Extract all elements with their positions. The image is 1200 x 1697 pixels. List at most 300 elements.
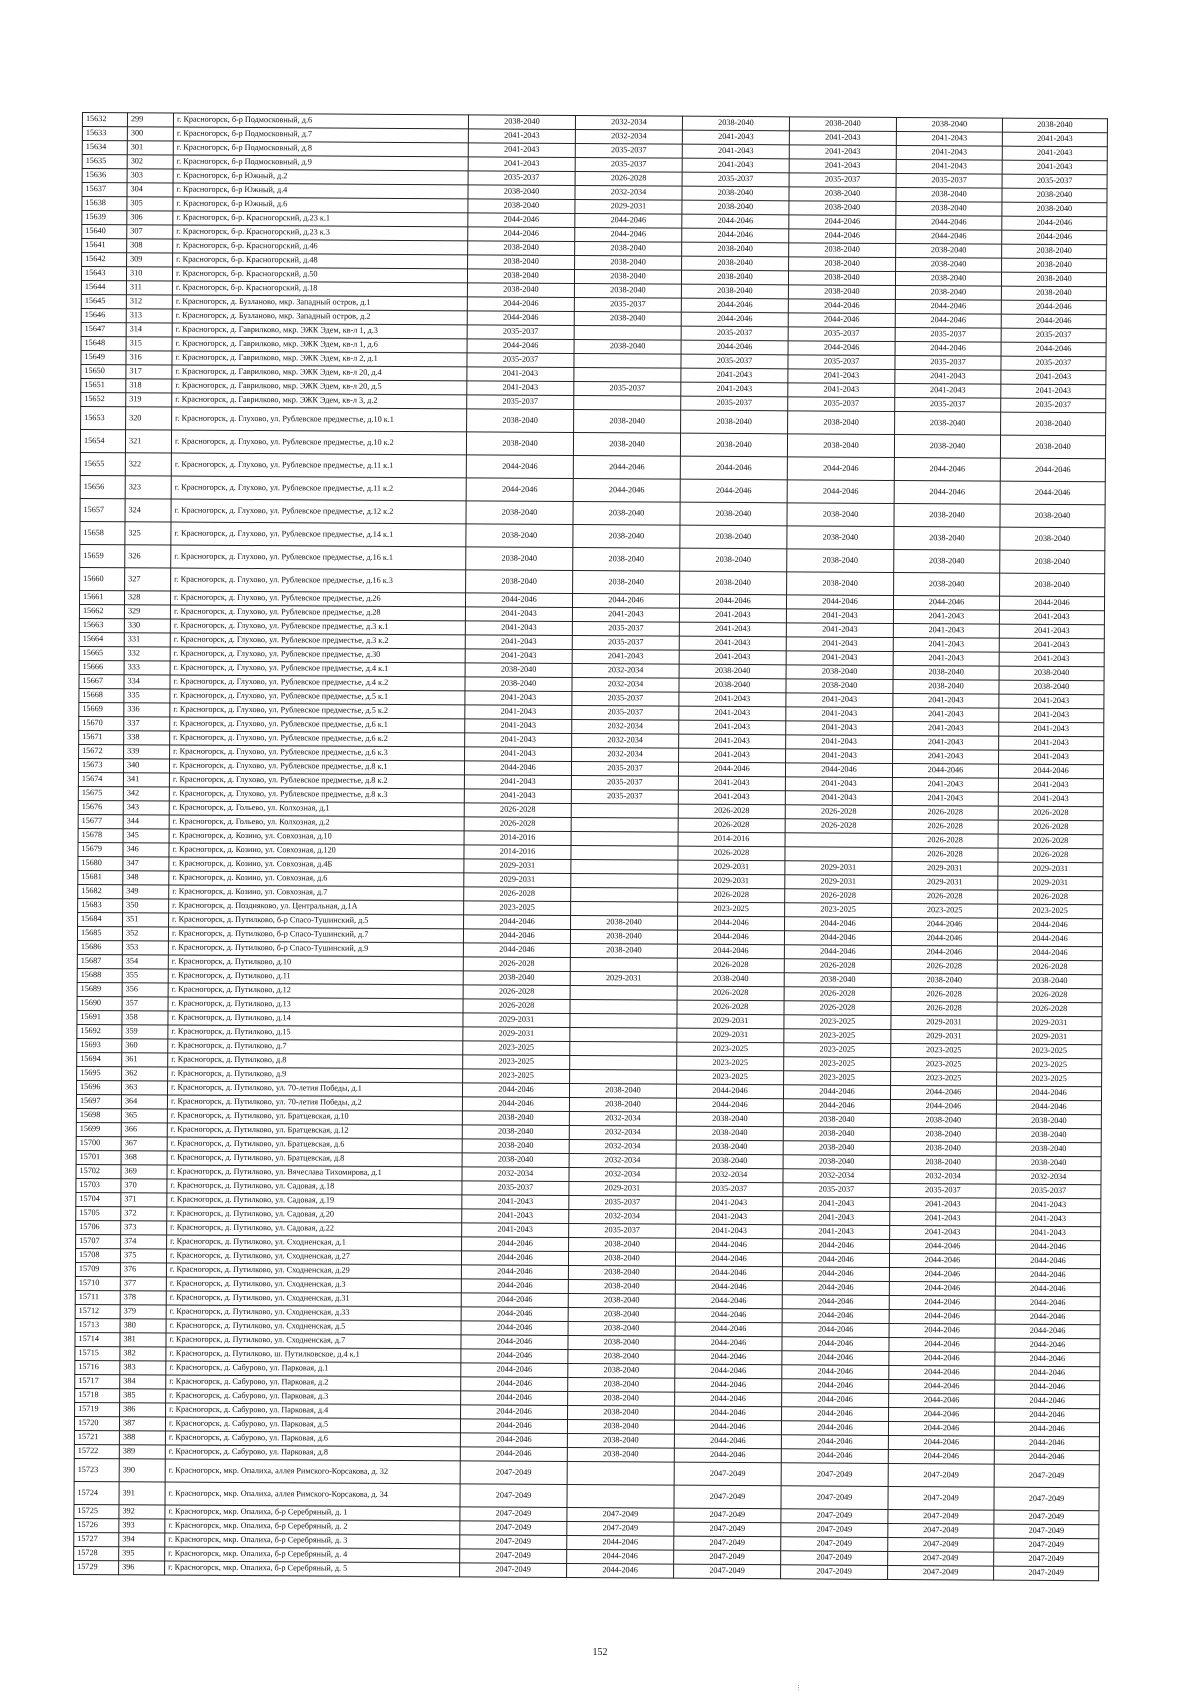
period-cell-5: 2044-2046: [888, 1435, 994, 1450]
period-cell-3: 2041-2043: [679, 706, 786, 721]
period-cell-2: 2038-2040: [573, 433, 680, 457]
period-cell-5: 2038-2040: [890, 1113, 996, 1128]
period-cell-2: [571, 832, 678, 847]
period-cell-3: 2038-2040: [682, 186, 789, 201]
row-id-cell: 15686: [77, 940, 122, 954]
period-cell-2: 2035-2037: [571, 762, 678, 777]
address-cell: г. Красногорск, д. Козино, ул. Совхозная, д.120: [169, 843, 464, 859]
address-cell: г. Красногорск, д. Путилково, д.14: [168, 1011, 463, 1027]
period-cell-1: 2029-2031: [464, 859, 571, 874]
period-cell-2: [571, 860, 678, 875]
period-cell-3: 2044-2046: [675, 1336, 782, 1351]
row-number-cell: 352: [122, 927, 168, 941]
row-id-cell: 15668: [79, 688, 124, 702]
row-number-cell: 380: [120, 1319, 166, 1333]
period-cell-5: 2038-2040: [890, 1141, 996, 1156]
address-cell: г. Красногорск, д. Путилково, д.15: [168, 1025, 463, 1041]
period-cell-4: 2038-2040: [783, 1141, 890, 1156]
row-number-cell: 356: [122, 983, 168, 997]
row-id-cell: 15698: [76, 1108, 121, 1122]
period-cell-4: 2029-2031: [785, 861, 892, 876]
row-id-cell: 15693: [77, 1038, 122, 1052]
period-cell-1: 2038-2040: [462, 1111, 569, 1126]
period-cell-2: 2029-2031: [570, 971, 677, 986]
period-cell-5: 2041-2043: [893, 707, 999, 722]
row-number-cell: 359: [122, 1025, 168, 1039]
address-cell: г. Красногорск, д. Глухово, ул. Рублевское предместье, д.4 к.2: [170, 675, 465, 691]
row-number-cell: 327: [125, 568, 171, 591]
row-id-cell: 15666: [79, 660, 124, 674]
period-cell-6: 2038-2040: [1002, 188, 1107, 203]
period-cell-4: 2038-2040: [789, 201, 896, 216]
period-cell-2: 2038-2040: [567, 1433, 674, 1448]
address-cell: г. Красногорск, д. Путилково, ул. Сходненская, д.3: [166, 1277, 461, 1293]
period-cell-3: 2047-2049: [674, 1564, 781, 1579]
address-cell: г. Красногорск, д. Путилково, д.13: [168, 997, 463, 1013]
address-cell: г. Красногорск, д. Глухово, ул. Рублевское предместье, д.5 к.1: [170, 689, 465, 705]
period-cell-5: 2035-2037: [890, 1183, 996, 1198]
period-cell-5: 2038-2040: [895, 411, 1001, 435]
period-cell-1: 2023-2025: [463, 1041, 570, 1056]
period-cell-1: 2038-2040: [467, 283, 574, 298]
period-cell-5: 2044-2046: [889, 1309, 995, 1324]
period-cell-5: 2044-2046: [889, 1295, 995, 1310]
row-number-cell: 320: [126, 407, 172, 430]
period-cell-4: 2041-2043: [783, 1197, 890, 1212]
period-cell-5: 2044-2046: [895, 299, 1001, 314]
period-cell-5: 2047-2049: [888, 1565, 994, 1580]
period-cell-6: 2038-2040: [999, 680, 1104, 695]
address-cell: г. Красногорск, д. Сабурово, ул. Парковая, д.2: [166, 1375, 461, 1391]
period-cell-3: 2026-2028: [678, 818, 785, 833]
period-cell-2: [570, 1027, 677, 1042]
address-cell: г. Красногорск, д. Глухово, ул. Рублевское предместье, д.14 к.1: [171, 522, 466, 547]
period-cell-4: 2026-2028: [784, 987, 891, 1002]
period-cell-4: 2044-2046: [782, 1309, 889, 1324]
period-cell-2: [571, 804, 678, 819]
row-id-cell: 15655: [80, 452, 125, 475]
period-cell-6: 2026-2028: [998, 848, 1103, 863]
address-cell: г. Красногорск, д. Гаврилково, мкр. ЭЖК Эдем, кв-л 1, д.3: [172, 323, 467, 339]
period-cell-4: 2044-2046: [786, 595, 893, 610]
period-cell-5: 2047-2049: [888, 1537, 994, 1552]
period-cell-1: 2047-2049: [460, 1549, 567, 1564]
period-cell-5: 2029-2031: [892, 875, 998, 890]
address-cell: г. Красногорск, д. Глухово, ул. Рублевское предместье, д.4 к.1: [170, 661, 465, 677]
address-cell: г. Красногорск, д. Глухово, ул. Рублевское предместье, д.3 к.2: [170, 633, 465, 649]
period-cell-3: 2038-2040: [682, 200, 789, 215]
period-cell-6: 2041-2043: [1002, 132, 1107, 147]
period-cell-5: 2038-2040: [894, 549, 1000, 573]
period-cell-6: 2044-2046: [995, 1352, 1100, 1367]
period-cell-1: 2038-2040: [466, 432, 573, 456]
period-cell-3: 2041-2043: [681, 368, 788, 383]
period-cell-1: 2041-2043: [465, 747, 572, 762]
row-id-cell: 15691: [77, 1010, 122, 1024]
row-id-cell: 15718: [75, 1388, 120, 1402]
period-cell-5: 2038-2040: [894, 434, 1000, 458]
period-cell-3: 2044-2046: [680, 456, 787, 480]
period-cell-6: 2044-2046: [995, 1338, 1100, 1353]
address-cell: г. Красногорск, б-р. Красногорский, д.18: [172, 281, 467, 297]
period-cell-4: 2044-2046: [782, 1365, 889, 1380]
address-cell: г. Красногорск, д. Козино, ул. Совхозная, д.4Б: [169, 857, 464, 873]
row-number-cell: 345: [123, 829, 169, 843]
period-cell-3: 2035-2037: [681, 326, 788, 341]
period-cell-1: 2041-2043: [465, 607, 572, 622]
period-cell-1: 2047-2049: [460, 1484, 567, 1508]
row-id-cell: 15700: [76, 1136, 121, 1150]
period-cell-1: 2044-2046: [467, 311, 574, 326]
period-cell-1: 2044-2046: [466, 455, 573, 479]
period-cell-6: 2038-2040: [996, 1156, 1101, 1171]
period-cell-4: 2044-2046: [788, 299, 895, 314]
period-cell-4: 2041-2043: [786, 623, 893, 638]
row-number-cell: 383: [120, 1361, 166, 1375]
period-cell-1: 2044-2046: [464, 761, 571, 776]
period-cell-2: 2038-2040: [568, 1265, 675, 1280]
period-cell-3: 2044-2046: [675, 1406, 782, 1421]
period-cell-6: 2026-2028: [998, 834, 1103, 849]
address-cell: г. Красногорск, д. Путилково, б-р Спасо-Тушинский, д.5: [169, 913, 464, 929]
row-number-cell: 299: [127, 113, 173, 127]
period-cell-6: 2044-2046: [995, 1310, 1100, 1325]
period-cell-6: 2044-2046: [1002, 216, 1107, 231]
period-cell-4: 2026-2028: [784, 1001, 891, 1016]
period-cell-3: 2047-2049: [674, 1462, 781, 1486]
period-cell-5: 2026-2028: [892, 805, 998, 820]
period-cell-4: 2044-2046: [783, 1239, 890, 1254]
address-cell: г. Красногорск, мкр. Опалиха, аллея Римского-Корсакова, д. 34: [165, 1482, 460, 1507]
address-cell: г. Красногорск, д. Гаврилково, мкр. ЭЖК Эдем, кв-л 1, д.6: [172, 337, 467, 353]
row-id-cell: 15653: [81, 406, 126, 429]
period-cell-5: 2026-2028: [892, 819, 998, 834]
period-cell-1: 2044-2046: [461, 1279, 568, 1294]
period-cell-1: 2026-2028: [464, 887, 571, 902]
period-cell-6: 2026-2028: [997, 1002, 1102, 1017]
period-cell-1: 2041-2043: [465, 649, 572, 664]
period-cell-5: 2041-2043: [892, 777, 998, 792]
period-cell-1: 2038-2040: [466, 524, 573, 548]
period-cell-4: 2047-2049: [781, 1486, 888, 1510]
period-cell-1: 2044-2046: [461, 1377, 568, 1392]
period-cell-6: 2041-2043: [999, 652, 1104, 667]
period-cell-2: 2038-2040: [573, 571, 680, 595]
period-cell-4: 2038-2040: [786, 679, 893, 694]
period-cell-2: [567, 1484, 674, 1508]
period-cell-3: 2023-2025: [677, 1042, 784, 1057]
row-number-cell: 372: [121, 1207, 167, 1221]
period-cell-2: 2038-2040: [568, 1335, 675, 1350]
period-cell-3: 2041-2043: [679, 650, 786, 665]
period-cell-2: 2035-2037: [569, 1223, 676, 1238]
period-cell-1: 2041-2043: [468, 143, 575, 158]
period-cell-1: 2041-2043: [464, 789, 571, 804]
period-cell-1: 2044-2046: [468, 227, 575, 242]
row-number-cell: 340: [123, 759, 169, 773]
address-cell: г. Красногорск, д. Сабурово, ул. Парковая, д.3: [166, 1389, 461, 1405]
period-cell-6: 2026-2028: [998, 890, 1103, 905]
period-cell-2: 2029-2031: [575, 200, 682, 215]
row-id-cell: 15710: [75, 1276, 120, 1290]
period-cell-2: [570, 957, 677, 972]
period-cell-3: 2044-2046: [681, 340, 788, 355]
row-id-cell: 15695: [77, 1066, 122, 1080]
period-cell-5: 2029-2031: [891, 1015, 997, 1030]
address-cell: г. Красногорск, д. Козино, ул. Совхозная, д.6: [169, 871, 464, 887]
period-cell-3: 2044-2046: [681, 312, 788, 327]
period-cell-5: 2044-2046: [892, 763, 998, 778]
period-cell-6: 2029-2031: [998, 876, 1103, 891]
period-cell-1: 2047-2049: [460, 1507, 567, 1522]
period-cell-4: 2044-2046: [782, 1407, 889, 1422]
row-id-cell: 15647: [81, 322, 126, 336]
period-cell-6: 2041-2043: [999, 624, 1104, 639]
row-id-cell: 15727: [74, 1532, 119, 1546]
row-id-cell: 15702: [76, 1164, 121, 1178]
period-cell-1: 2044-2046: [461, 1307, 568, 1322]
address-cell: г. Красногорск, д. Глухово, ул. Рублевское предместье, д.26: [170, 591, 465, 607]
period-cell-5: 2041-2043: [896, 131, 1002, 146]
period-cell-1: 2041-2043: [467, 367, 574, 382]
period-cell-5: 2041-2043: [895, 383, 1001, 398]
row-number-cell: 310: [126, 267, 172, 281]
period-cell-2: 2032-2034: [575, 130, 682, 145]
row-id-cell: 15683: [78, 898, 123, 912]
address-cell: г. Красногорск, б-р Подмосковный, д.8: [173, 141, 468, 157]
period-cell-3: 2026-2028: [678, 846, 785, 861]
address-cell: г. Красногорск, д. Путилково, д.9: [168, 1067, 463, 1083]
period-cell-6: 2047-2049: [994, 1464, 1099, 1488]
period-cell-3: 2047-2049: [674, 1508, 781, 1523]
period-cell-4: 2023-2025: [784, 1057, 891, 1072]
period-cell-2: 2044-2046: [572, 594, 679, 609]
period-cell-3: 2023-2025: [677, 1056, 784, 1071]
period-cell-6: 2041-2043: [998, 778, 1103, 793]
period-cell-5: 2026-2028: [891, 987, 997, 1002]
address-cell: г. Красногорск, д. Путилково, ул. Братцевская, д.8: [167, 1151, 462, 1167]
period-cell-4: [785, 847, 892, 862]
period-cell-4: 2041-2043: [783, 1211, 890, 1226]
period-cell-6: 2041-2043: [999, 694, 1104, 709]
period-cell-3: 2044-2046: [675, 1364, 782, 1379]
period-cell-1: 2044-2046: [461, 1265, 568, 1280]
period-cell-6: 2044-2046: [996, 1100, 1101, 1115]
row-id-cell: 15696: [76, 1080, 121, 1094]
row-number-cell: 336: [124, 703, 170, 717]
period-cell-6: 2026-2028: [997, 960, 1102, 975]
period-cell-1: 2041-2043: [465, 705, 572, 720]
address-cell: г. Красногорск, д. Сабурово, ул. Парковая, д.1: [166, 1361, 461, 1377]
address-cell: г. Красногорск, д. Глухово, ул. Рублевское предместье, д.11 к.1: [171, 453, 466, 478]
period-cell-4: 2041-2043: [786, 721, 893, 736]
period-cell-6: 2035-2037: [1001, 398, 1106, 413]
page-number: 152: [592, 1647, 608, 1658]
period-cell-6: 2044-2046: [995, 1296, 1100, 1311]
period-cell-4: 2038-2040: [789, 187, 896, 202]
row-id-cell: 15638: [82, 197, 127, 211]
period-cell-3: 2038-2040: [681, 410, 788, 434]
period-cell-1: 2035-2037: [467, 395, 574, 410]
row-id-cell: 15662: [79, 604, 124, 618]
period-cell-6: 2044-2046: [998, 918, 1103, 933]
row-id-cell: 15667: [79, 674, 124, 688]
period-cell-6: 2041-2043: [1001, 370, 1106, 385]
period-cell-6: 2038-2040: [1002, 202, 1107, 217]
row-number-cell: 322: [125, 453, 171, 476]
period-cell-5: 2038-2040: [896, 187, 1002, 202]
period-cell-2: 2038-2040: [574, 340, 681, 355]
period-cell-3: 2038-2040: [677, 972, 784, 987]
period-cell-1: 2038-2040: [466, 570, 573, 594]
period-cell-5: 2041-2043: [893, 721, 999, 736]
period-cell-4: 2044-2046: [788, 313, 895, 328]
row-number-cell: 315: [126, 337, 172, 351]
row-number-cell: 388: [119, 1431, 165, 1445]
row-id-cell: 15689: [77, 982, 122, 996]
period-cell-4: 2041-2043: [783, 1225, 890, 1240]
period-cell-3: 2044-2046: [675, 1350, 782, 1365]
row-id-cell: 15645: [81, 294, 126, 308]
row-number-cell: 392: [119, 1505, 165, 1519]
period-cell-4: 2038-2040: [783, 1155, 890, 1170]
row-id-cell: 15697: [76, 1094, 121, 1108]
period-cell-6: 2029-2031: [998, 862, 1103, 877]
row-number-cell: 348: [123, 871, 169, 885]
row-number-cell: 341: [123, 773, 169, 787]
row-number-cell: 389: [119, 1445, 165, 1459]
period-cell-4: 2044-2046: [782, 1295, 889, 1310]
address-cell: г. Красногорск, д. Глухово, ул. Рублевское предместье, д.8 к.1: [169, 759, 464, 775]
period-cell-6: 2038-2040: [1002, 258, 1107, 273]
period-cell-5: 2041-2043: [890, 1197, 996, 1212]
period-cell-2: 2032-2034: [575, 116, 682, 131]
period-cell-4: 2038-2040: [788, 411, 895, 435]
address-cell: г. Красногорск, д. Путилково, д.10: [168, 955, 463, 971]
address-cell: г. Красногорск, д. Глухово, ул. Рублевское предместье, д.16 к.1: [171, 545, 466, 570]
period-cell-3: 2029-2031: [678, 874, 785, 889]
period-cell-3: 2023-2025: [678, 902, 785, 917]
period-cell-2: 2035-2037: [574, 382, 681, 397]
period-cell-3: 2047-2049: [674, 1536, 781, 1551]
period-cell-6: 2029-2031: [997, 1030, 1102, 1045]
scan-mark: ⋮: [795, 1684, 802, 1692]
address-cell: г. Красногорск, б-р. Красногорский, д.23 к.1: [173, 211, 468, 227]
period-cell-2: [570, 1013, 677, 1028]
row-number-cell: 351: [123, 913, 169, 927]
period-cell-4: 2035-2037: [789, 173, 896, 188]
address-cell: г. Красногорск, д. Путилково, ш. Путилковское, д.4 к.1: [166, 1347, 461, 1363]
address-cell: г. Красногорск, д. Глухово, ул. Рублевское предместье, д.8 к.2: [169, 773, 464, 789]
row-number-cell: 390: [119, 1459, 165, 1482]
period-cell-1: 2044-2046: [460, 1419, 567, 1434]
row-number-cell: 321: [125, 430, 171, 453]
period-cell-6: 2044-2046: [999, 596, 1104, 611]
period-cell-3: 2044-2046: [674, 1434, 781, 1449]
address-cell: г. Красногорск, б-р Подмосковный, д.7: [173, 127, 468, 143]
row-number-cell: 375: [120, 1249, 166, 1263]
period-cell-4: 2044-2046: [783, 1099, 890, 1114]
address-cell: г. Красногорск, д. Путилково, ул. Сходненская, д.1: [167, 1235, 462, 1251]
row-number-cell: 334: [124, 675, 170, 689]
row-id-cell: 15641: [82, 239, 127, 253]
period-cell-5: 2044-2046: [889, 1379, 995, 1394]
period-cell-4: 2044-2046: [784, 931, 891, 946]
period-cell-1: 2044-2046: [461, 1405, 568, 1420]
row-id-cell: 15660: [80, 567, 125, 590]
period-cell-6: 2044-2046: [995, 1324, 1100, 1339]
period-cell-4: 2023-2025: [784, 1043, 891, 1058]
period-cell-3: 2035-2037: [676, 1182, 783, 1197]
row-number-cell: 355: [122, 969, 168, 983]
period-cell-2: 2044-2046: [567, 1549, 674, 1564]
row-number-cell: 308: [127, 239, 173, 253]
period-cell-6: 2035-2037: [1001, 328, 1106, 343]
period-cell-6: 2047-2049: [994, 1552, 1099, 1567]
period-cell-5: 2041-2043: [895, 369, 1001, 384]
period-cell-1: 2023-2025: [463, 1069, 570, 1084]
row-id-cell: 15650: [81, 364, 126, 378]
period-cell-3: 2038-2040: [680, 525, 787, 549]
row-number-cell: 394: [119, 1533, 165, 1547]
period-cell-1: 2026-2028: [464, 803, 571, 818]
period-cell-5: 2035-2037: [895, 397, 1001, 412]
period-cell-3: 2044-2046: [677, 944, 784, 959]
row-number-cell: 344: [123, 815, 169, 829]
row-number-cell: 338: [124, 731, 170, 745]
row-id-cell: 15639: [82, 211, 127, 225]
period-cell-5: 2044-2046: [895, 313, 1001, 328]
period-cell-5: 2047-2049: [888, 1486, 994, 1510]
row-id-cell: 15669: [79, 702, 124, 716]
period-cell-2: [571, 901, 678, 916]
row-number-cell: 312: [126, 295, 172, 309]
address-cell: г. Красногорск, б-р Подмосковный, д.9: [173, 155, 468, 171]
period-cell-5: 2044-2046: [890, 1085, 996, 1100]
period-cell-2: 2032-2034: [569, 1125, 676, 1140]
row-number-cell: 362: [122, 1067, 168, 1081]
period-cell-2: 2038-2040: [574, 312, 681, 327]
period-cell-3: 2035-2037: [681, 396, 788, 411]
period-cell-3: 2038-2040: [676, 1112, 783, 1127]
period-cell-1: 2026-2028: [464, 817, 571, 832]
row-number-cell: 376: [120, 1263, 166, 1277]
period-cell-2: [571, 888, 678, 903]
period-cell-1: 2026-2028: [463, 957, 570, 972]
address-cell: г. Красногорск, д. Путилково, б-р Спасо-Тушинский, д.7: [168, 927, 463, 943]
period-cell-6: 2038-2040: [1001, 286, 1106, 301]
row-number-cell: 377: [120, 1277, 166, 1291]
period-cell-4: 2035-2037: [788, 397, 895, 412]
row-id-cell: 15714: [75, 1332, 120, 1346]
row-number-cell: 317: [126, 365, 172, 379]
address-cell: г. Красногорск, д. Глухово, ул. Рублевское предместье, д.8 к.3: [169, 787, 464, 803]
row-number-cell: 342: [123, 787, 169, 801]
period-cell-3: 2044-2046: [678, 762, 785, 777]
period-cell-2: 2038-2040: [569, 1237, 676, 1252]
row-number-cell: 303: [127, 169, 173, 183]
period-cell-5: 2026-2028: [892, 847, 998, 862]
period-cell-4: 2035-2037: [788, 355, 895, 370]
period-cell-2: [567, 1461, 674, 1485]
row-id-cell: 15701: [76, 1150, 121, 1164]
row-number-cell: 339: [124, 745, 170, 759]
period-cell-5: 2044-2046: [891, 931, 997, 946]
period-cell-2: 2032-2034: [572, 664, 679, 679]
period-cell-2: 2038-2040: [575, 242, 682, 257]
period-cell-3: 2047-2049: [674, 1550, 781, 1565]
row-id-cell: 15708: [75, 1248, 120, 1262]
